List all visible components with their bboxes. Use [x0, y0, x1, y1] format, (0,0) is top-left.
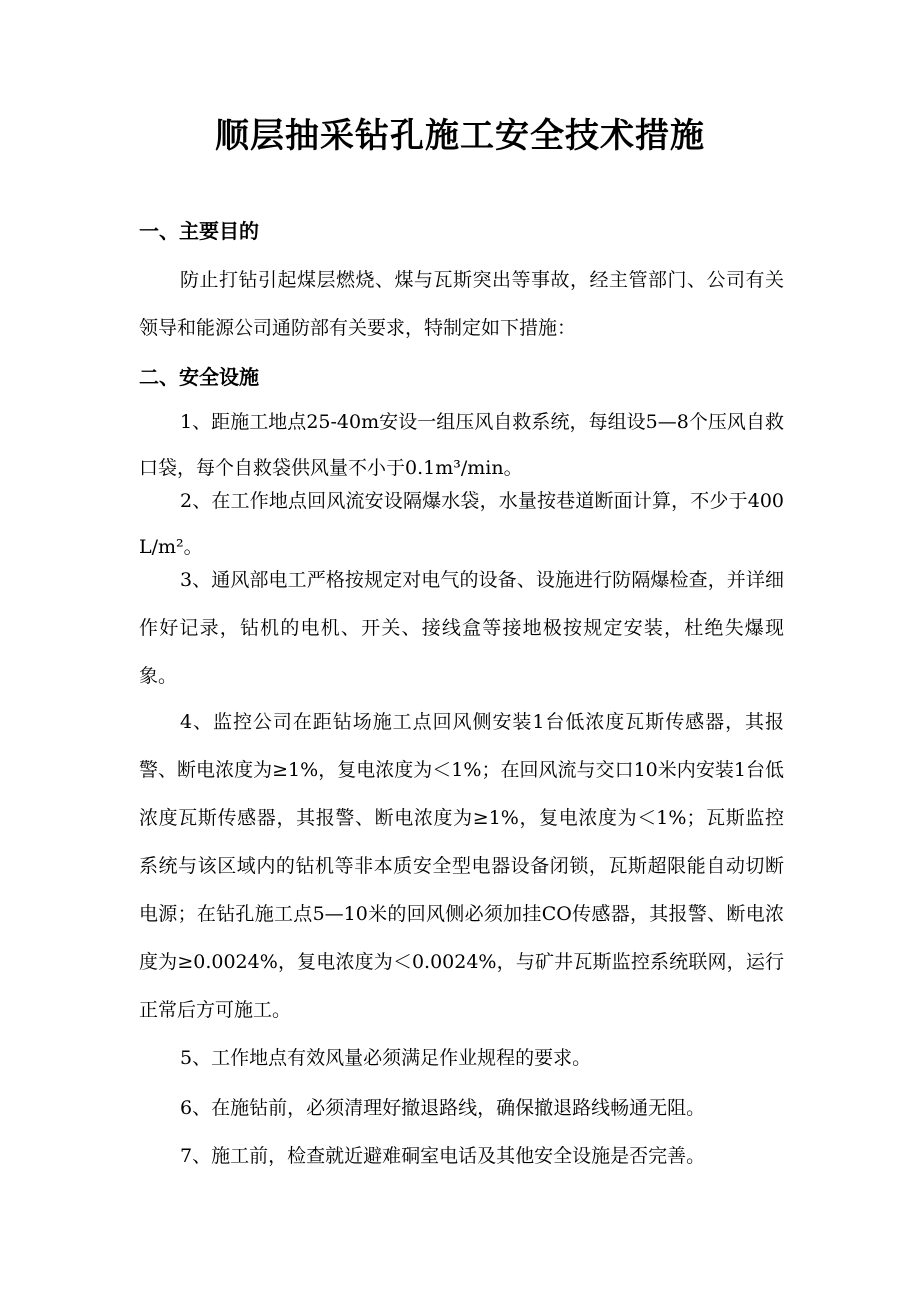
section-heading-purpose: 一、主要目的: [139, 219, 259, 243]
document-title: 顺层抽采钻孔施工安全技术措施: [215, 116, 705, 156]
paragraph-item-5: 5、工作地点有效风量必须满足作业规程的要求。: [180, 1047, 592, 1069]
paragraph-item-6: 6、在施钻前，必须清理好撤退路线，确保撤退路线畅通无阻。: [180, 1097, 706, 1119]
paragraph-item-2: 2、在工作地点回风流安设隔爆水袋，水量按巷道断面计算，不少于400L/m²。: [139, 490, 784, 558]
paragraph-item-3: 3、通风部电工严格按规定对电气的设备、设施进行防隔爆检查，并详细作好记录，钻机的电机、开关、接线盒等接地极按规定安装，杜绝失爆现象。: [139, 569, 784, 687]
paragraph-item-1: 1、距施工地点25-40m安设一组压风自救系统，每组设5—8个压风自救口袋，每个自救袋供风量不小于0.1m³/min。: [139, 411, 784, 479]
paragraph-item-4: 4、监控公司在距钻场施工点回风侧安装1台低浓度瓦斯传感器，其报警、断电浓度为≥1%，复电浓度为＜1%；在回风流与交口10米内安装1台低浓度瓦斯传感器，其报警、断电浓度为≥1%，复电浓度为＜1%；瓦斯监控系统与该区域内的钻机等非本质安全型电器设备闭锁，瓦斯超限能自动切断电源；在钻孔施工点5—10米的回风侧必须加挂CO传感器，其报警、断电浓度为≥0.0024%，复电浓度为＜0.0024%，与矿井瓦斯监控系统联网，运行正常后方可施工。: [139, 711, 784, 1021]
section-heading-safety-facilities: 二、安全设施: [139, 365, 259, 389]
paragraph-purpose: 防止打钻引起煤层燃烧、煤与瓦斯突出等事故，经主管部门、公司有关领导和能源公司通防部有关要求，特制定如下措施：: [139, 269, 784, 339]
paragraph-item-7: 7、施工前，检查就近避难硐室电话及其他安全设施是否完善。: [180, 1145, 706, 1167]
